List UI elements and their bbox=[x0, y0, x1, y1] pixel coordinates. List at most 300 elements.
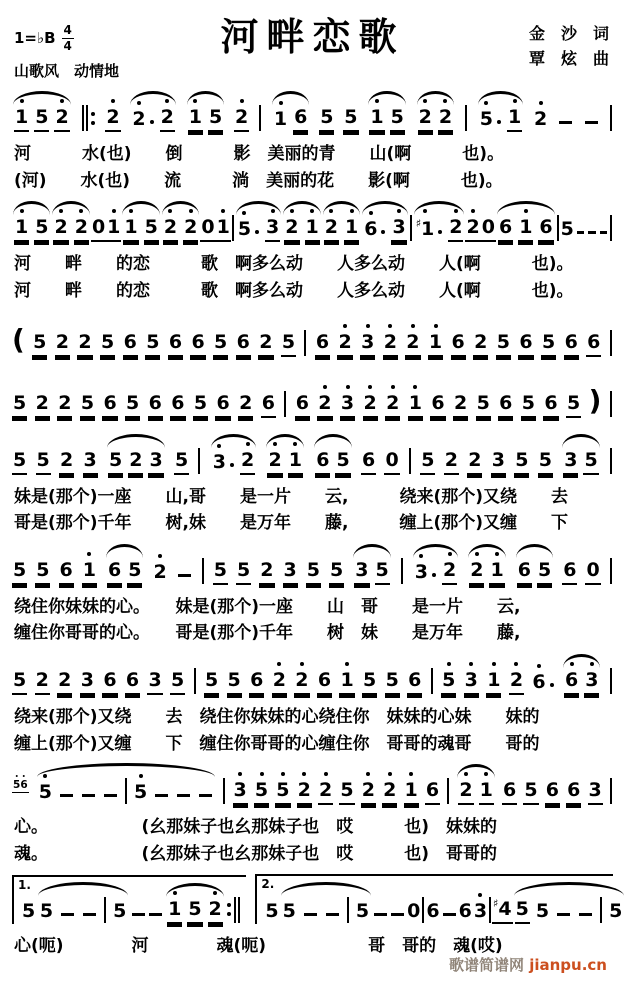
slur-group bbox=[129, 106, 176, 132]
music-line bbox=[8, 649, 617, 704]
note: 5 bbox=[514, 449, 529, 475]
note: 5 bbox=[343, 106, 358, 132]
octave-dot bbox=[448, 552, 452, 556]
time-denominator: 4 bbox=[63, 38, 72, 53]
note: 5 bbox=[566, 392, 581, 418]
note: 1 bbox=[518, 216, 533, 242]
note: 2 bbox=[238, 392, 253, 418]
note: 2 bbox=[363, 392, 378, 418]
octave-dot bbox=[43, 774, 47, 778]
octave-dot bbox=[168, 209, 172, 213]
barline-mark bbox=[610, 558, 612, 584]
barline-single bbox=[125, 778, 127, 804]
note: 6 bbox=[543, 392, 558, 418]
lyric-line: 河 水(也) 倒 影 美丽的青 山(啊 也)。 bbox=[14, 144, 505, 164]
slur-group bbox=[313, 449, 352, 475]
octave-dot bbox=[492, 662, 496, 666]
duration-dash bbox=[304, 913, 317, 916]
note: 6 bbox=[517, 559, 532, 585]
octave-dot bbox=[279, 101, 283, 105]
lyric-line: 缠住你哥哥的心。 哥是(那个)千年 树 妹 是万年 藤, bbox=[14, 623, 521, 644]
note: 5 bbox=[362, 669, 377, 695]
note: 3 bbox=[464, 669, 479, 695]
watermark bbox=[449, 954, 607, 975]
note: 2 bbox=[272, 669, 287, 695]
note: 2 bbox=[442, 559, 457, 585]
note: 5 bbox=[145, 331, 160, 357]
note: 5 bbox=[113, 899, 127, 922]
duration-dash bbox=[83, 913, 96, 916]
note: 2 bbox=[131, 108, 146, 132]
note: 6 bbox=[425, 779, 440, 805]
octave-dot bbox=[324, 772, 328, 776]
octave-dot bbox=[79, 209, 83, 213]
slur-group bbox=[515, 559, 554, 585]
note: 3 bbox=[233, 779, 248, 805]
ending-row bbox=[8, 870, 623, 933]
duration-dash bbox=[82, 794, 95, 797]
repeat-dots bbox=[91, 112, 95, 125]
octave-dot bbox=[484, 101, 488, 105]
note: 6 bbox=[430, 392, 445, 418]
slur-group bbox=[367, 106, 406, 132]
barline-mark bbox=[284, 391, 286, 417]
notation-area bbox=[0, 86, 625, 959]
octave-dot bbox=[366, 772, 370, 776]
note: 6 bbox=[148, 392, 163, 418]
slur-group bbox=[456, 779, 495, 805]
system-1 bbox=[8, 86, 617, 194]
note: 2 bbox=[465, 216, 480, 242]
note: 5 bbox=[213, 331, 228, 357]
music-line bbox=[8, 86, 617, 141]
slur-group bbox=[513, 897, 625, 924]
note: 5 bbox=[39, 899, 54, 922]
octave-dot bbox=[173, 891, 177, 895]
octave-dot bbox=[60, 99, 64, 103]
watermark-site-url: jianpu.cn bbox=[529, 956, 607, 974]
note: 5 bbox=[34, 216, 49, 242]
note: 1 bbox=[273, 108, 288, 132]
barline-mark bbox=[422, 897, 424, 923]
note: 5 bbox=[32, 331, 47, 357]
note: 5 bbox=[535, 899, 550, 922]
duration-dash bbox=[577, 231, 584, 234]
barline-single bbox=[610, 105, 612, 131]
slur-group bbox=[352, 559, 391, 585]
octave-dot bbox=[310, 209, 314, 213]
octave-dot bbox=[366, 324, 370, 328]
barline-mark bbox=[600, 897, 602, 923]
barline-mark bbox=[232, 215, 234, 241]
octave-dot bbox=[323, 385, 327, 389]
note: 5 bbox=[227, 669, 242, 695]
note: 5 bbox=[281, 331, 296, 357]
note: 2 bbox=[473, 331, 488, 357]
barline-single bbox=[232, 215, 234, 241]
dotted-note bbox=[237, 218, 260, 242]
note: 6 bbox=[518, 331, 533, 357]
note: 1 bbox=[408, 392, 423, 418]
note: 0 bbox=[481, 216, 496, 242]
note: 5 bbox=[22, 899, 36, 922]
octave-dot bbox=[454, 209, 458, 213]
augmentation-dot bbox=[150, 120, 154, 124]
note: 1 bbox=[14, 106, 29, 132]
note: 5 bbox=[204, 669, 219, 695]
note: 2 bbox=[128, 449, 143, 475]
duration-dash bbox=[588, 231, 595, 234]
note: 1 bbox=[14, 216, 29, 242]
note: 3 bbox=[414, 561, 429, 585]
slur-group bbox=[165, 898, 225, 924]
duration-dash bbox=[132, 913, 145, 916]
barline-mark bbox=[202, 558, 204, 584]
note: 0 bbox=[200, 216, 215, 242]
dotted-note bbox=[363, 218, 386, 242]
note: 3 bbox=[360, 331, 375, 357]
octave-dot bbox=[293, 442, 297, 446]
augmentation-dot bbox=[230, 463, 234, 467]
note: 5 bbox=[538, 449, 553, 475]
octave-dot bbox=[246, 442, 250, 446]
system-3 bbox=[8, 307, 617, 366]
note: 5 bbox=[476, 392, 491, 418]
note: ♯1 bbox=[415, 216, 436, 242]
duration-dash bbox=[557, 913, 570, 916]
duration-dash bbox=[579, 913, 592, 916]
note: 1 bbox=[486, 669, 501, 695]
barline-single bbox=[409, 448, 411, 474]
note: ♯4 bbox=[492, 896, 513, 924]
note: 6 bbox=[123, 331, 138, 357]
note: 3 bbox=[147, 669, 162, 695]
note: 1 bbox=[167, 898, 182, 924]
note: 5 bbox=[36, 449, 51, 475]
barline-mark bbox=[238, 897, 240, 923]
note: 2 bbox=[458, 779, 473, 805]
duration-dash bbox=[326, 913, 339, 916]
octave-dot bbox=[471, 209, 475, 213]
slur-group bbox=[282, 216, 321, 242]
barline-single bbox=[610, 558, 612, 584]
system-6 bbox=[8, 539, 617, 647]
song-title: 河畔恋歌 bbox=[220, 15, 405, 59]
note: 5 bbox=[390, 106, 405, 132]
note: 6 bbox=[236, 331, 251, 357]
barline-single bbox=[610, 215, 612, 241]
octave-dot bbox=[111, 99, 115, 103]
note: 2 bbox=[183, 216, 198, 242]
barline-single bbox=[489, 897, 491, 923]
sharp-icon: ♯ bbox=[415, 217, 422, 231]
note: 1 bbox=[123, 216, 138, 242]
note: 6 bbox=[564, 669, 579, 695]
note: 6 bbox=[538, 216, 553, 242]
note: 3 bbox=[340, 392, 355, 418]
note: 3 bbox=[391, 216, 406, 242]
duration-dash bbox=[600, 231, 607, 234]
lyric-line: 河 畔 的恋 歌 啊多么动 人多么动 人(啊 也)。 bbox=[14, 254, 574, 275]
barline-mark bbox=[610, 105, 612, 131]
duration-dash bbox=[178, 574, 191, 577]
barline-single bbox=[401, 558, 403, 584]
octave-dot bbox=[484, 772, 488, 776]
octave-dot bbox=[388, 324, 392, 328]
augmentation-dot bbox=[497, 120, 501, 124]
octave-dot bbox=[213, 891, 217, 895]
note: 5 bbox=[34, 106, 49, 132]
octave-dot bbox=[277, 662, 281, 666]
slur-group bbox=[280, 897, 372, 924]
note: 1 bbox=[344, 216, 359, 242]
note: 6 bbox=[566, 779, 581, 805]
note: 3 bbox=[283, 559, 298, 585]
barline-single bbox=[198, 448, 200, 474]
octave-dot bbox=[59, 209, 63, 213]
note: 5 bbox=[187, 898, 202, 924]
slur-group bbox=[161, 216, 200, 242]
note: 6 bbox=[295, 392, 310, 418]
note: 6 bbox=[545, 779, 560, 805]
system-8 bbox=[8, 759, 617, 867]
augmentation-dot bbox=[438, 230, 442, 234]
octave-dot bbox=[413, 385, 417, 389]
note: 5 bbox=[127, 559, 142, 585]
barline-single bbox=[465, 105, 467, 131]
note: 5 bbox=[329, 559, 344, 585]
note: 3 bbox=[588, 779, 603, 805]
barline-single bbox=[447, 778, 449, 804]
note: 5 bbox=[144, 216, 159, 242]
octave-dot bbox=[165, 99, 169, 103]
duration-dash bbox=[199, 794, 212, 797]
duration-dash bbox=[61, 913, 74, 916]
barline-single bbox=[610, 330, 612, 356]
note: 2 bbox=[438, 106, 453, 132]
note: 2 bbox=[152, 561, 167, 585]
slur-group bbox=[235, 216, 282, 242]
slur-group bbox=[561, 449, 600, 475]
barline-mark bbox=[304, 330, 306, 356]
note: 3 bbox=[354, 559, 369, 585]
note: 6 bbox=[168, 331, 183, 357]
note: 6 bbox=[59, 559, 74, 585]
volta-label: 1. bbox=[18, 877, 31, 892]
slur-group bbox=[51, 216, 90, 242]
octave-dot bbox=[20, 99, 24, 103]
note: 3 bbox=[265, 216, 280, 242]
octave-dot bbox=[391, 385, 395, 389]
augmentation-dot bbox=[381, 230, 385, 234]
barline-single bbox=[610, 778, 612, 804]
note: 2 bbox=[533, 108, 548, 132]
lyric-line: 绕住你妹妹的心。 妹是(那个)一座 山 哥 是一片 云, bbox=[14, 596, 521, 617]
octave-dot bbox=[302, 772, 306, 776]
octave-dot bbox=[193, 99, 197, 103]
duration-dash bbox=[559, 121, 572, 124]
lyric-line: 哥是(那个)千年 树,妹 是万年 藤, 缠上(那个)又缠 下 bbox=[14, 513, 568, 534]
note: 1 bbox=[216, 216, 231, 242]
note: 2 bbox=[105, 106, 120, 132]
note: 5 bbox=[420, 449, 435, 475]
system-9 bbox=[8, 870, 623, 960]
note: 1 bbox=[82, 559, 97, 585]
octave-dot bbox=[273, 442, 277, 446]
parenthesis: ( bbox=[12, 322, 25, 356]
note: 2 bbox=[317, 392, 332, 418]
note: 5 bbox=[275, 779, 290, 805]
octave-dot bbox=[346, 385, 350, 389]
note: 5 bbox=[38, 781, 53, 805]
note: 6 bbox=[170, 392, 185, 418]
slur-group bbox=[322, 216, 361, 242]
note: 5 bbox=[125, 392, 140, 418]
lyric-line: 妹是(那个)一座 山,哥 是一片 云, 绕来(那个)又绕 去 bbox=[14, 486, 568, 507]
slur-group bbox=[37, 897, 129, 924]
octave-dot bbox=[495, 552, 499, 556]
note: 2 bbox=[444, 449, 459, 475]
note: 5 bbox=[560, 218, 574, 241]
octave-dot bbox=[419, 554, 423, 558]
barline-single bbox=[422, 897, 424, 923]
duration-dash bbox=[60, 794, 73, 797]
barline-mark bbox=[447, 778, 449, 804]
note: 2 bbox=[57, 392, 72, 418]
note: 0 bbox=[91, 216, 106, 242]
note: 0 bbox=[585, 559, 600, 585]
barline-mark bbox=[431, 668, 433, 694]
barline-mark bbox=[401, 558, 403, 584]
slur-group bbox=[416, 106, 455, 132]
tempo-style-label: 山歌风 动情地 bbox=[14, 62, 120, 80]
note: 5 bbox=[339, 779, 354, 805]
note: 2 bbox=[382, 779, 397, 805]
barline-single bbox=[347, 897, 349, 923]
octave-dot bbox=[539, 101, 543, 105]
note: 5 bbox=[265, 899, 279, 922]
score-header bbox=[0, 0, 625, 86]
duration-dash bbox=[149, 913, 162, 916]
note: 5 bbox=[12, 392, 27, 418]
note: 2 bbox=[35, 392, 50, 418]
note: 1 bbox=[489, 559, 504, 585]
note: 5 bbox=[479, 108, 494, 132]
note: 2 bbox=[55, 331, 70, 357]
note: 5 bbox=[385, 669, 400, 695]
note: 5 bbox=[523, 779, 538, 805]
note: 2 bbox=[448, 216, 463, 242]
note: 6 bbox=[458, 899, 472, 922]
octave-dot bbox=[329, 209, 333, 213]
note: 3 bbox=[212, 451, 227, 475]
octave-dot bbox=[260, 772, 264, 776]
dotted-note bbox=[131, 108, 154, 132]
music-line bbox=[264, 896, 625, 924]
barline-mark bbox=[610, 448, 612, 474]
note: 5 bbox=[541, 331, 556, 357]
octave-dot bbox=[112, 209, 116, 213]
volta-2 bbox=[255, 874, 623, 924]
note: 6 bbox=[361, 449, 376, 475]
octave-dot bbox=[137, 101, 141, 105]
note: 3 bbox=[80, 669, 95, 695]
slur-group bbox=[12, 106, 72, 132]
barline-mark bbox=[104, 897, 106, 923]
note: 5 bbox=[282, 899, 296, 922]
note: 2 bbox=[418, 106, 433, 132]
augmentation-dot bbox=[255, 230, 259, 234]
note: 5 bbox=[306, 559, 321, 585]
note: 1 bbox=[507, 106, 522, 132]
note: 2 bbox=[208, 898, 223, 924]
note: 1 bbox=[288, 449, 303, 475]
note: 0 bbox=[384, 449, 399, 475]
lyric-line: 心(呃) 河 魂(呃) 哥 哥的 魂(哎) bbox=[14, 935, 503, 956]
barline-single bbox=[104, 897, 106, 923]
note: 3 bbox=[563, 449, 578, 475]
octave-dot bbox=[345, 662, 349, 666]
music-line bbox=[8, 429, 617, 484]
octave-dot bbox=[139, 774, 143, 778]
barline-single bbox=[600, 897, 602, 923]
barline-mark bbox=[234, 897, 236, 923]
note: 1 bbox=[428, 331, 443, 357]
barline-mark bbox=[610, 391, 612, 417]
barline-mark bbox=[465, 105, 467, 131]
note: 2 bbox=[258, 331, 273, 357]
note: 2 bbox=[163, 216, 178, 242]
barline-mark bbox=[610, 330, 612, 356]
barline-mark bbox=[223, 778, 225, 804]
barline-mark bbox=[125, 778, 127, 804]
note: 5 bbox=[375, 559, 390, 585]
octave-dot bbox=[240, 99, 244, 103]
key-label: 1=♭B bbox=[14, 29, 56, 48]
octave-dot bbox=[570, 662, 574, 666]
note: 5 bbox=[254, 779, 269, 805]
note: 5 bbox=[583, 449, 598, 475]
note: 2 bbox=[53, 216, 68, 242]
note: 2 bbox=[297, 779, 312, 805]
note: 2 bbox=[35, 669, 50, 695]
octave-dot bbox=[15, 775, 18, 778]
note: 6 bbox=[261, 392, 276, 418]
note: 5 bbox=[174, 449, 189, 475]
note: 1 bbox=[106, 216, 121, 242]
duration-dash bbox=[177, 794, 190, 797]
slur-group bbox=[105, 559, 144, 585]
note: 2 bbox=[74, 216, 89, 242]
octave-dot bbox=[423, 99, 427, 103]
note: 2 bbox=[294, 669, 309, 695]
note: 5 bbox=[335, 449, 350, 475]
octave-dot bbox=[475, 552, 479, 556]
duration-dash bbox=[443, 913, 456, 916]
lyric-line: 绕来(那个)又绕 去 绕住你妹妹的心绕住你 妹妹的心妹 妹的 bbox=[14, 707, 540, 728]
note: 2 bbox=[318, 779, 333, 805]
barline-single bbox=[431, 668, 433, 694]
barline-single bbox=[610, 391, 612, 417]
octave-dot bbox=[513, 99, 517, 103]
note: 6 bbox=[498, 216, 513, 242]
slur-group bbox=[562, 669, 601, 695]
augmentation-dot bbox=[550, 683, 554, 687]
slur-group bbox=[412, 559, 459, 585]
slur-group bbox=[265, 449, 304, 475]
octave-dot bbox=[469, 662, 473, 666]
note: 5 bbox=[496, 331, 511, 357]
